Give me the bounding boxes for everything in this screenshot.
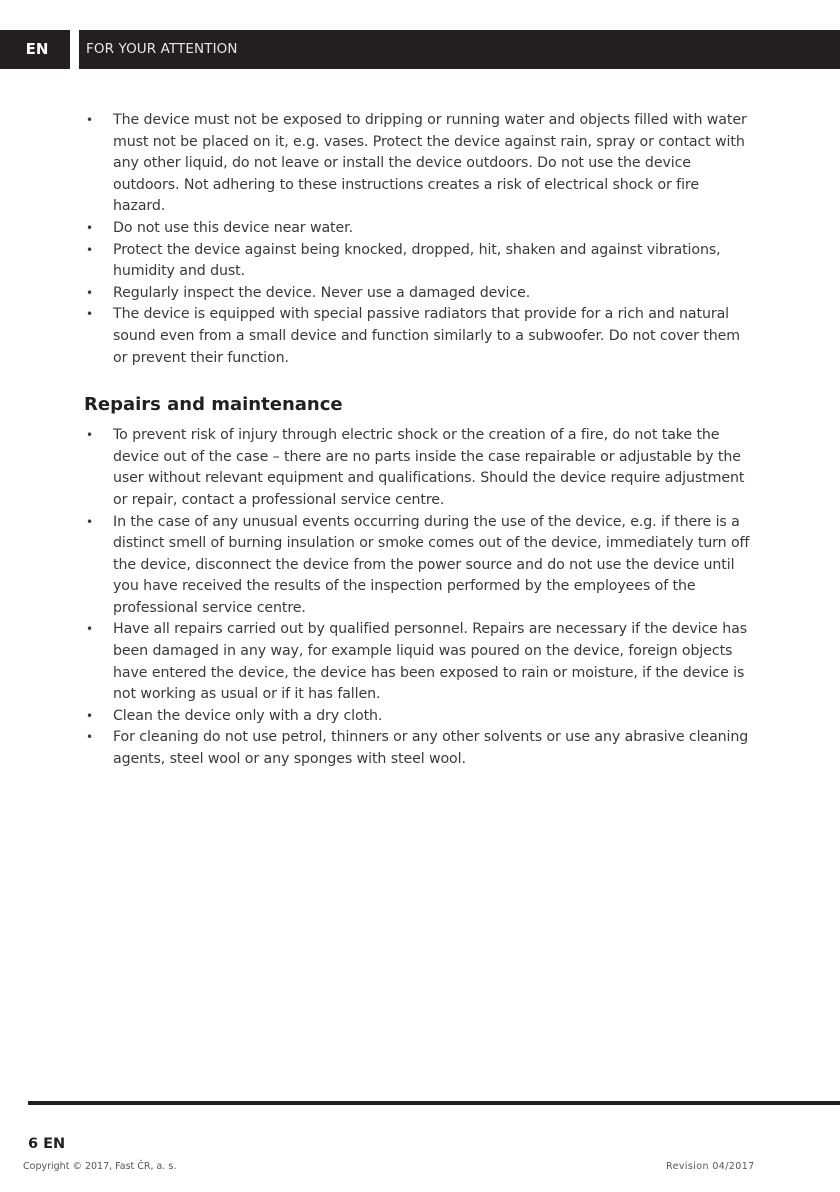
revision-label: Revision 04/2017 xyxy=(666,1161,755,1172)
section-header: FOR YOUR ATTENTION xyxy=(79,30,840,69)
bullet-icon: • xyxy=(86,242,93,257)
language-tab: EN xyxy=(0,30,70,69)
copyright-notice: Copyright © 2017, Fast ČR, a. s. xyxy=(23,1161,177,1172)
list-item xyxy=(84,218,754,240)
bullet-icon: • xyxy=(86,708,93,723)
list-item xyxy=(84,512,754,620)
bullet-icon: • xyxy=(86,113,93,127)
bullet-icon: • xyxy=(86,285,93,300)
bullet-icon: • xyxy=(86,514,93,529)
bullet-icon: • xyxy=(86,622,93,637)
list-item xyxy=(84,619,754,705)
bullet-icon: • xyxy=(86,220,93,235)
list-item-text: Clean the device only with a dry cloth. xyxy=(113,707,383,724)
list-item xyxy=(84,110,754,218)
list-item xyxy=(84,283,754,305)
list-item-text: The device is equipped with special passive radiators that provide for a rich and natural sound even from a small device and function similarly to a subwoofer. Do not cover them or prevent their function. xyxy=(113,306,740,366)
section-heading: Repairs and maintenance xyxy=(84,394,343,416)
page-number: 6 EN xyxy=(28,1136,66,1152)
list-item-text: For cleaning do not use petrol, thinners or any other solvents or use any abrasive cleaning agents, steel wool or any sponges with steel wool. xyxy=(113,729,749,768)
bullet-icon: • xyxy=(86,428,93,443)
list-item-text: Have all repairs carried out by qualified personnel. Repairs are necessary if the device has been damaged in any way, for example liquid was poured on the device, foreign objects have entered the device, the device has been exposed to rain or moisture, if the device is not working as usual or if it has fallen. xyxy=(113,621,748,703)
maintenance-list xyxy=(84,425,754,771)
list-item-text: Protect the device against being knocked, dropped, hit, shaken and against vibrations, humidity and dust. xyxy=(113,241,721,280)
list-item xyxy=(84,240,754,283)
bullet-icon: • xyxy=(86,730,93,745)
safety-list xyxy=(84,110,754,369)
list-item-text: To prevent risk of injury through electric shock or the creation of a fire, do not take the device out of the case – there are no parts inside the case repairable or adjustable by the user without relevant equipment and qualifications. Should the device require adjustment or repair, contact a professional service centre. xyxy=(113,427,745,508)
list-item xyxy=(84,727,754,770)
list-item-text: Regularly inspect the device. Never use a damaged device. xyxy=(113,284,531,301)
list-item-text: In the case of any unusual events occurring during the use of the device, e.g. if there is a distinct smell of burning insulation or smoke comes out of the device, immediately turn off the device, disconnect the device from the power source and do not use the device until you have received the results of the inspection performed by the employees of the professional service centre. xyxy=(113,513,750,616)
list-item xyxy=(84,304,754,369)
page-content xyxy=(84,110,754,771)
footer-divider xyxy=(28,1101,840,1105)
bullet-icon: • xyxy=(86,307,93,322)
list-item xyxy=(84,706,754,728)
list-item xyxy=(84,425,754,511)
list-item-text: The device must not be exposed to dripping or running water and objects filled with water must not be placed on it, e.g. vases. Protect the device against rain, spray or contact with any other liquid, do not leave or install the device outdoors. Do not use the device outdoors. Not adhering to these instructions creates a risk of electrical shock or fire hazard. xyxy=(113,112,747,215)
list-item-text: Do not use this device near water. xyxy=(113,219,353,236)
